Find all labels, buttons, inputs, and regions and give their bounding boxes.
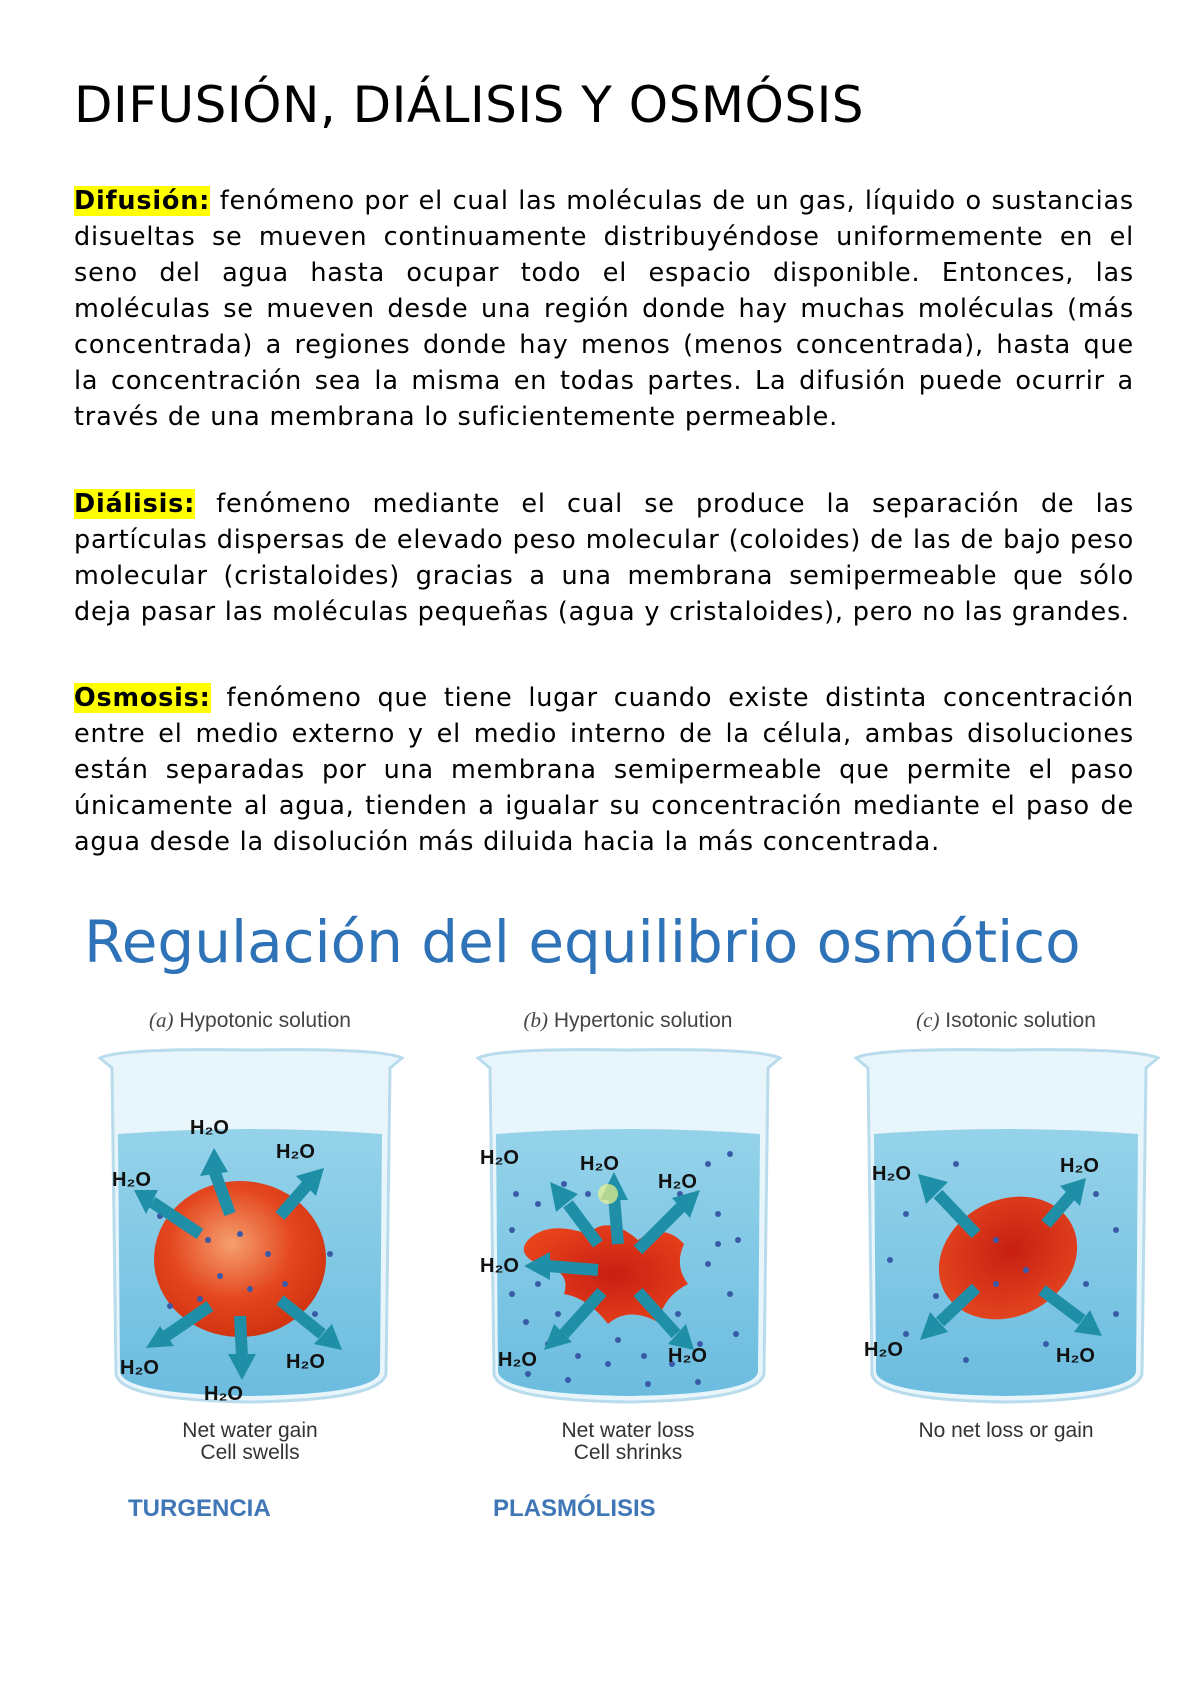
- term-highlight-difusion: Difusión:: [74, 186, 211, 216]
- panel-label-text: Hypotonic solution: [179, 1009, 351, 1032]
- h2o-label: H₂O: [120, 1357, 159, 1379]
- term-label-plasmolisis: PLASMÓLISIS: [493, 1495, 656, 1522]
- term-highlight-dialisis: Diálisis:: [74, 489, 196, 519]
- panel-isotonic: [846, 1008, 1166, 1428]
- figure-title: Regulación del equilibrio osmótico: [84, 908, 1081, 976]
- caption-line: Net water loss: [561, 1419, 695, 1442]
- beaker-isotonic-illustration: [846, 1044, 1166, 1444]
- panel-hypotonic: [90, 1008, 410, 1428]
- h2o-label: H₂O: [204, 1383, 243, 1405]
- h2o-label: H₂O: [190, 1117, 229, 1139]
- paragraph-dialisis: [74, 486, 1134, 630]
- term-label-turgencia: TURGENCIA: [128, 1495, 271, 1522]
- panel-letter: (a): [149, 1008, 174, 1032]
- h2o-label: H₂O: [668, 1345, 707, 1367]
- panel-label: [90, 1008, 410, 1033]
- panel-label-text: Isotonic solution: [945, 1009, 1096, 1032]
- term-highlight-osmosis: Osmosis:: [74, 683, 211, 713]
- h2o-label: H₂O: [864, 1339, 903, 1361]
- paragraph-text: fenómeno que tiene lugar cuando existe distinta concentración entre el medio externo y el medio interno de la célula, ambas disoluciones están separadas por una membrana semipermeable que permite el paso únicamente al agua, tienden a igualar su concentración mediante el paso de agua desde la disolución más diluida hacia la más concentrada.: [74, 683, 1134, 857]
- paragraph-difusion: [74, 183, 1134, 435]
- h2o-label: H₂O: [480, 1255, 519, 1277]
- h2o-label: H₂O: [480, 1147, 519, 1169]
- caption-line: Net water gain: [182, 1419, 318, 1442]
- panel-label: [468, 1008, 788, 1033]
- panel-label: [846, 1008, 1166, 1033]
- h2o-label: H₂O: [112, 1169, 151, 1191]
- beaker-hypertonic-illustration: [468, 1044, 788, 1444]
- document-title: DIFUSIÓN, DIÁLISIS Y OSMÓSIS: [74, 76, 865, 134]
- h2o-label: H₂O: [286, 1351, 325, 1373]
- caption-line: Cell swells: [200, 1441, 300, 1464]
- panel-letter: (c): [916, 1008, 940, 1032]
- panel-letter: (b): [523, 1008, 549, 1032]
- h2o-label: H₂O: [872, 1163, 911, 1185]
- h2o-label: H₂O: [658, 1171, 697, 1193]
- caption-isotonic: [846, 1420, 1166, 1442]
- panel-hypertonic: [468, 1008, 788, 1428]
- h2o-label: H₂O: [580, 1153, 619, 1175]
- h2o-label: H₂O: [498, 1349, 537, 1371]
- caption-line: Cell shrinks: [573, 1441, 683, 1464]
- h2o-label: H₂O: [1056, 1345, 1095, 1367]
- paragraph-text: fenómeno por el cual las moléculas de un gas, líquido o sustancias disueltas se mueven continuamente distribuyéndose uniformemente en el seno del agua hasta ocupar todo el espacio disponible. Entonces, las moléculas se mueven desde una región donde hay muchas moléculas (más concentrada) a regiones donde hay menos (menos concentrada), hasta que la concentración sea la misma en todas partes. La difusión puede ocurrir a través de una membrana lo suficientemente permeable.: [74, 186, 1134, 432]
- paragraph-text: fenómeno mediante el cual se produce la separación de las partículas dispersas de elevado peso molecular (coloides) de las de bajo peso molecular (cristaloides) gracias a una membrana semipermeable que sólo deja pasar las moléculas pequeñas (agua y cristaloides), pero no las grandes.: [74, 489, 1134, 627]
- caption-hypotonic: [90, 1420, 410, 1464]
- caption-hypertonic: [468, 1420, 788, 1464]
- paragraph-osmosis: [74, 680, 1134, 860]
- panel-label-text: Hypertonic solution: [553, 1009, 733, 1032]
- beaker-hypotonic-illustration: [90, 1044, 410, 1444]
- h2o-label: H₂O: [276, 1141, 315, 1163]
- h2o-label: H₂O: [1060, 1155, 1099, 1177]
- caption-line: No net loss or gain: [918, 1419, 1094, 1442]
